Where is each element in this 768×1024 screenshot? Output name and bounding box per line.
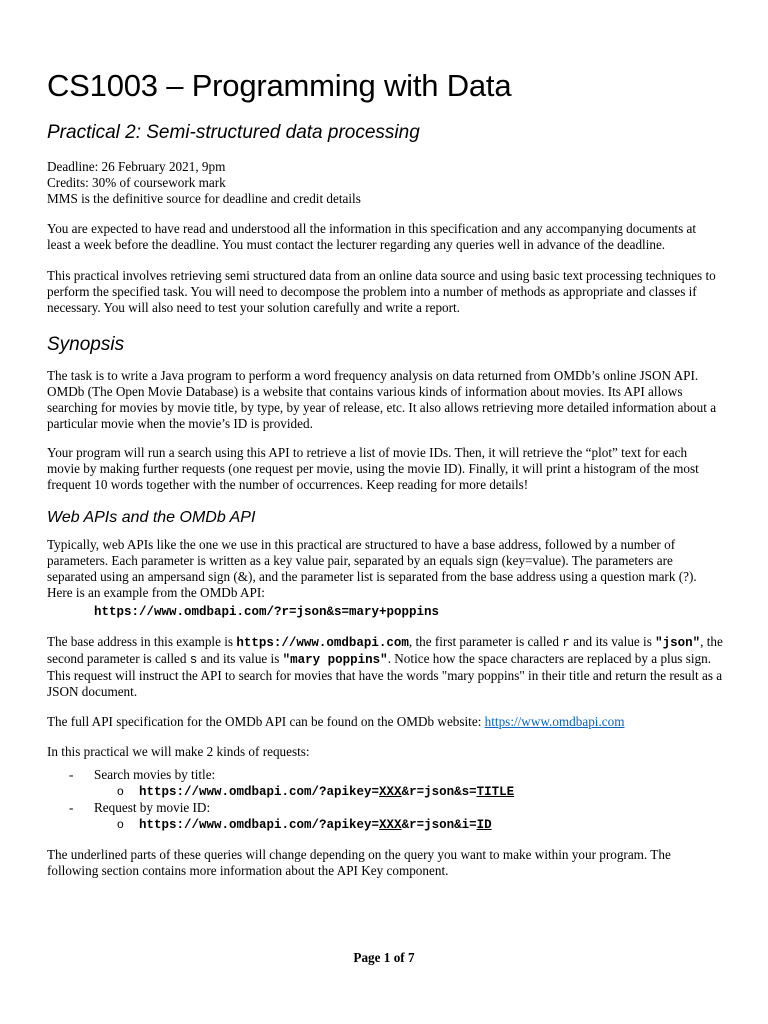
text-run: , the second parameter is called [47,634,723,666]
deadline-block [47,159,723,207]
url-part: &r=json&i= [401,818,477,832]
web-apis-paragraph-structure: Typically, web APIs like the one we use in this practical are structured to have a base address, followed by a number of parameters. Each parameter is written as a key value pair, separated by an equals sign (key=value). The parameters are separated using an ampersand sign (&), and the parameter list is separated from the base address using a question mark (?). Here is an example from the OMDb API: [47,537,697,600]
param-json-code: "json" [655,636,701,650]
text-run: The full API specification for the OMDb API can be found on the OMDb website: [47,714,485,729]
request-url [139,818,492,832]
text-run: . Notice how the space characters are replaced by a plus sign. This request will instruct the API to search for movies that have the words "mary poppins" in their title and return the result as a JSON document. [47,651,723,699]
request-kinds-list [47,767,723,833]
document-page [47,58,723,879]
web-apis-heading: Web APIs and the OMDb API [47,509,256,526]
api-spec-paragraph [47,714,723,730]
text-run: and its value is [569,634,656,649]
url-param: TITLE [476,785,515,799]
omdb-website-link[interactable]: https://www.omdbapi.com [484,714,625,729]
text-run: The base address in this example is [47,634,237,649]
synopsis-paragraph-task: The task is to write a Java program to perform a word frequency analysis on data returned from OMDb’s online JSON API. OMDb (The Open Movie Database) is a website that contains various kinds of information about movies. Its API allows searching for movies by movie title, by type, by year of release, etc. It also allows retrieving more detailed information about a particular movie when the movie’s ID is provided. [47,368,717,431]
requests-intro: In this practical we will make 2 kinds of requests: [47,744,310,759]
request-url [139,785,514,799]
circle-bullet: o [117,784,124,798]
text-run: and its value is [197,651,283,666]
request-url-line [94,783,723,800]
url-apikey: XXX [379,785,402,799]
list-item [47,767,723,800]
credits-text: Credits: 30% of coursework mark [47,175,226,190]
underlined-parts-paragraph: The underlined parts of these queries will change depending on the query you want to make within your program. The following section contains more information about the API Key component. [47,847,671,878]
example-url-code [47,603,723,620]
url-part: &r=json&s= [401,785,477,799]
mms-text: MMS is the definitive source for deadline and credit details [47,191,361,206]
url-param: ID [476,818,492,832]
param-r-code: r [562,636,570,650]
request-label: Request by movie ID: [94,800,211,815]
url-part: https://www.omdbapi.com/?apikey= [139,785,380,799]
dash-bullet: - [69,800,74,815]
request-url-line [94,816,723,833]
page-number: Page 1 of 7 [353,950,415,965]
intro-paragraph-overview: This practical involves retrieving semi structured data from an online data source and using basic text processing techniques to perform the specified task. You will need to decompose the problem into a number of methods as appropriate and classes if necessary. You will also need to test your solution carefully and write a report. [47,268,716,315]
synopsis-heading: Synopsis [47,334,125,355]
text-run: , the first parameter is called [408,634,563,649]
url-part: https://www.omdbapi.com/?apikey= [139,818,380,832]
request-label: Search movies by title: [94,767,216,782]
intro-paragraph-expectations: You are expected to have read and understood all the information in this specification and any accompanying documents at least a week before the deadline. You must contact the lecturer regarding any queries well in advance of the deadline. [47,221,697,252]
base-address-code: https://www.omdbapi.com [236,636,409,650]
deadline-text: Deadline: 26 February 2021, 9pm [47,159,226,174]
param-mary-code: "mary poppins" [282,653,388,667]
dash-bullet: - [69,767,74,782]
url-apikey: XXX [379,818,402,832]
circle-bullet: o [117,817,124,831]
practical-subtitle: Practical 2: Semi-structured data processing [47,122,420,143]
base-address-paragraph [47,634,723,700]
document-title: CS1003 – Programming with Data [47,68,512,103]
list-item [47,800,723,833]
synopsis-paragraph-program: Your program will run a search using this API to retrieve a list of movie IDs. Then, it will retrieve the “plot” text for each movie by making further requests (one request per movie, using the movie ID). Finally, it will print a histogram of the most frequent 10 words together with the number of occurrences. Keep reading for more details! [47,445,699,492]
param-s-code: s [189,653,198,667]
example-url: https://www.omdbapi.com/?r=json&s=mary+poppins [94,605,440,619]
